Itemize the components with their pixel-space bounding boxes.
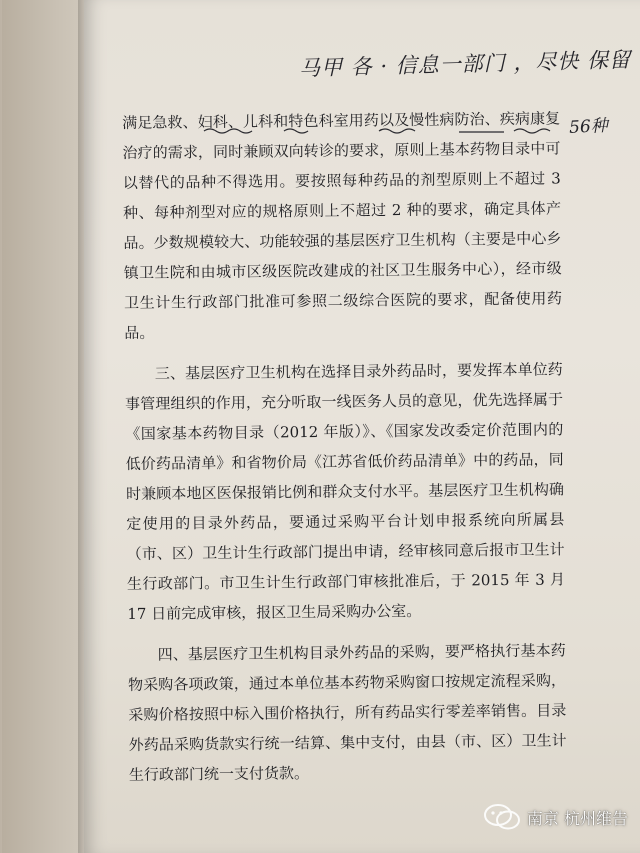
watermark — [483, 803, 628, 831]
handwritten-margin-note: 56种 — [568, 115, 609, 138]
paragraph-3: 四、基层医疗卫生机构目录外药品的采购，要严格执行基本药物采购各项政策，通过本单位基本药物采购窗口按规定流程采购，采购价格按照中标入围价格执行，所有药品实行零差率销售。目录外药品采购货款实行统一结算、集中支付，由县（市、区）卫生计生行政部门统一支付货款。 — [127, 641, 567, 784]
wechat-icon — [483, 803, 521, 831]
handwritten-note: 马甲 各 · 信息一部门 ，尽快 保留 — [298, 47, 632, 81]
paragraph-1: 满足急救、妇科、儿科和特色科室用药以及慢性病防治、疾病康复治疗的需求，同时兼顾双向转诊的要求，原则上基本药物目录中可以替代的品种不得选用。要按照每种药品的剂型原则上不超过 3 种、每种剂型对应的规格原则上不超过 2 种的要求，确定具体产品。少数规模较大、功能较强的基层医疗卫生机构（主要是中心乡镇卫生院和由城市区级医院改建成的社区卫生服务中心），经市级卫生计生行政部门批准可参照二级综合医院的要求，配备使用药品。 — [122, 109, 563, 342]
document-page — [84, 0, 640, 853]
document-body — [122, 103, 567, 790]
paragraph-2: 三、基层医疗卫生机构在选择目录外药品时，要发挥本单位药事管理组织的作用，充分听取一线医务人员的意见，优先选择属于《国家基本药物目录（2012 年版）》、《国家发改委定价范围内的低价药品清单》和省物价局《江苏省低价药品清单》中的药品，同时兼顾本地区医保报销比例和群众支付水平。基层医疗卫生机构确定使用的目录外药品，要通过采购平台计划申报系统向所属县（市、区）卫生计生行政部门提出申请，经审核同意后报市卫生计生行政部门。市卫生计生行政部门审核批准后，于 2015 年 3 月 17 日前完成审核，报区卫生局采购办公室。 — [125, 360, 566, 623]
watermark-text: 南京 杭州维告 — [526, 808, 628, 828]
